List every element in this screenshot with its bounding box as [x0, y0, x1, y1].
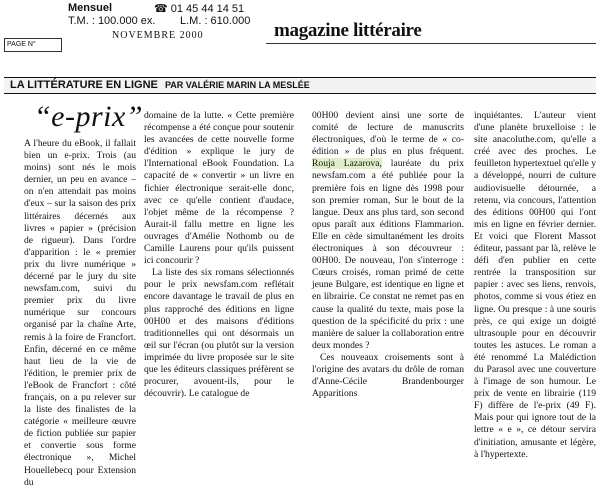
paragraph: Ces nouveaux croisements sont à l'origine des avatars du drôle de roman d'Anne-Cécile Brandenbourger Apparitions	[312, 351, 464, 400]
article-column-1	[24, 138, 136, 488]
phone-number: ☎ 01 45 44 14 51	[154, 3, 245, 15]
issue-date: NOVEMBRE 2000	[112, 30, 204, 41]
paragraph-text: 00H00 devient ainsi une sorte de comité de lecture de manuscrits électroniques, d'où le terme de « co-édition » de plus en plus fréquent.	[312, 110, 464, 158]
author-byline: PAR VALÉRIE MARIN LA MESLÉE	[164, 80, 310, 90]
paragraph-text: lauréate du prix newsfam.com a été publiée pour la première fois en ligne dès 1998 pour son premier roman, Sur le bout de la langue. Deux ans plus tard, son second opus paraît aux éditions Flammarion. Elle en cède simultanément les droits électroniques à son découvreur : 00H00. De nouveau, l'on s'interroge : Cœurs croisés, roman primé de cette jeune Bulgare, est identique en ligne et en librairie. Ce constat ne remet pas en cause la qualité du texte, mais pose la question de la spécificité du prix : une manière de saluer la collaboration entre deux mondes ?	[312, 158, 464, 351]
section-rubric: LA LITTÉRATURE EN LIGNE	[10, 79, 158, 91]
article-headline: “e-prix”	[34, 100, 143, 133]
page-number-box: PAGE N°	[4, 38, 62, 52]
highlighted-name: Rouja Lazarova,	[312, 158, 382, 170]
publication-name: magazine littéraire	[274, 20, 422, 41]
article-column-3	[312, 110, 464, 420]
article-column-4	[474, 110, 596, 460]
paragraph	[312, 110, 464, 352]
lecteurs-moyens: L.M. : 610.000	[180, 15, 251, 27]
paragraph: A l'heure du eBook, il fallait bien un e-prix. Trois (au moins) sont nés le mois dernier, un peu en avance – on n'en attendait pas moins d'eux – sur la saison des prix littéraires décernés aux livres « papier » (précision de rigueur). Dans l'ordre d'apparition : le « premier prix du livre numérique » décerné par le jury du site newsfam.com, suivi du premier prix du livre numérique sur concours organisé par la chaîne Arte, remis à la foire de Francfort. Enfin, décerné en ce même haut lieu de la vie de l'édition, le premier prix de l'eBook de Francfort : côté français, on a pu relever sur la liste des finalistes de la catégorie « meilleure œuvre de fiction publiée sur papier et convertie sous forme électronique », Michel Houellebecq pour Extension du	[24, 138, 136, 488]
tirage-moyen: T.M. : 100.000 ex.	[68, 15, 156, 27]
masthead-rule	[266, 43, 596, 44]
paragraph: domaine de la lutte. « Cette première récompense a été conçue pour soutenir les avancées de cette nouvelle forme d'édition » explique le jury de l'International eBook Foundation. La capacité de « convertir » un livre en fichier électronique serait-elle donc, avec ce qu'elle contient d'audace, l'objet même de la récompense ? Aurait-il fallu mettre en ligne les ouvrages d'Amélie Nothomb ou de Camille Laurens pour qu'ils puissent ici concourir ?	[144, 110, 294, 267]
article-column-2	[144, 110, 294, 420]
paragraph: La liste des six romans sélectionnés pour le prix newsfam.com reflétait encore davantage le travail de plus en plus rapproché des éditions en ligne 00H00 et des maisons d'éditions traditionnelles qui ont désormais un œil sur l'écran (ou plutôt sur la version imprimée du livre proposée sur le site que les éditeurs classiques préfèrent se procurer, avouent-ils, pour le découvrir). Le catalogue de	[144, 267, 294, 400]
telephone-icon: ☎	[154, 3, 168, 15]
press-clipping-header	[4, 2, 596, 60]
section-band	[4, 77, 596, 94]
paragraph: inquiétantes. L'auteur vient d'une planète bruxelloise : le site anacoluthe.com, qu'elle a créé avec des proches. Le feuilleton hypertextuel qu'elle y a développé, nourri de culture audiovisuelle détournée, a retenu, via concours, l'attention des éditions 00H00 qui l'ont mis en ligne en février dernier. Et voici que Florent Massot éditeur, passant par là, relève le défi d'en publier en cette rentrée la transposition sur papier : avec ses liens, renvois, photos, comme si vous étiez en ligne. Ou presque : à une souris près, ce qui exige un doigté ultrasouple pour en découvrir toutes les astuces. Le roman a été renommé La Malédiction du Parasol avec une couverture à l'image de son humour. Le prix de vente en librairie (119 F) diffère de l'e-prix (49 F). Mais pour qui ignore tout de la lettre « e », ce détour servira d'initiation, amusante et légère, à l'hypertexte.	[474, 110, 596, 460]
frequency-label: Mensuel	[68, 2, 113, 14]
